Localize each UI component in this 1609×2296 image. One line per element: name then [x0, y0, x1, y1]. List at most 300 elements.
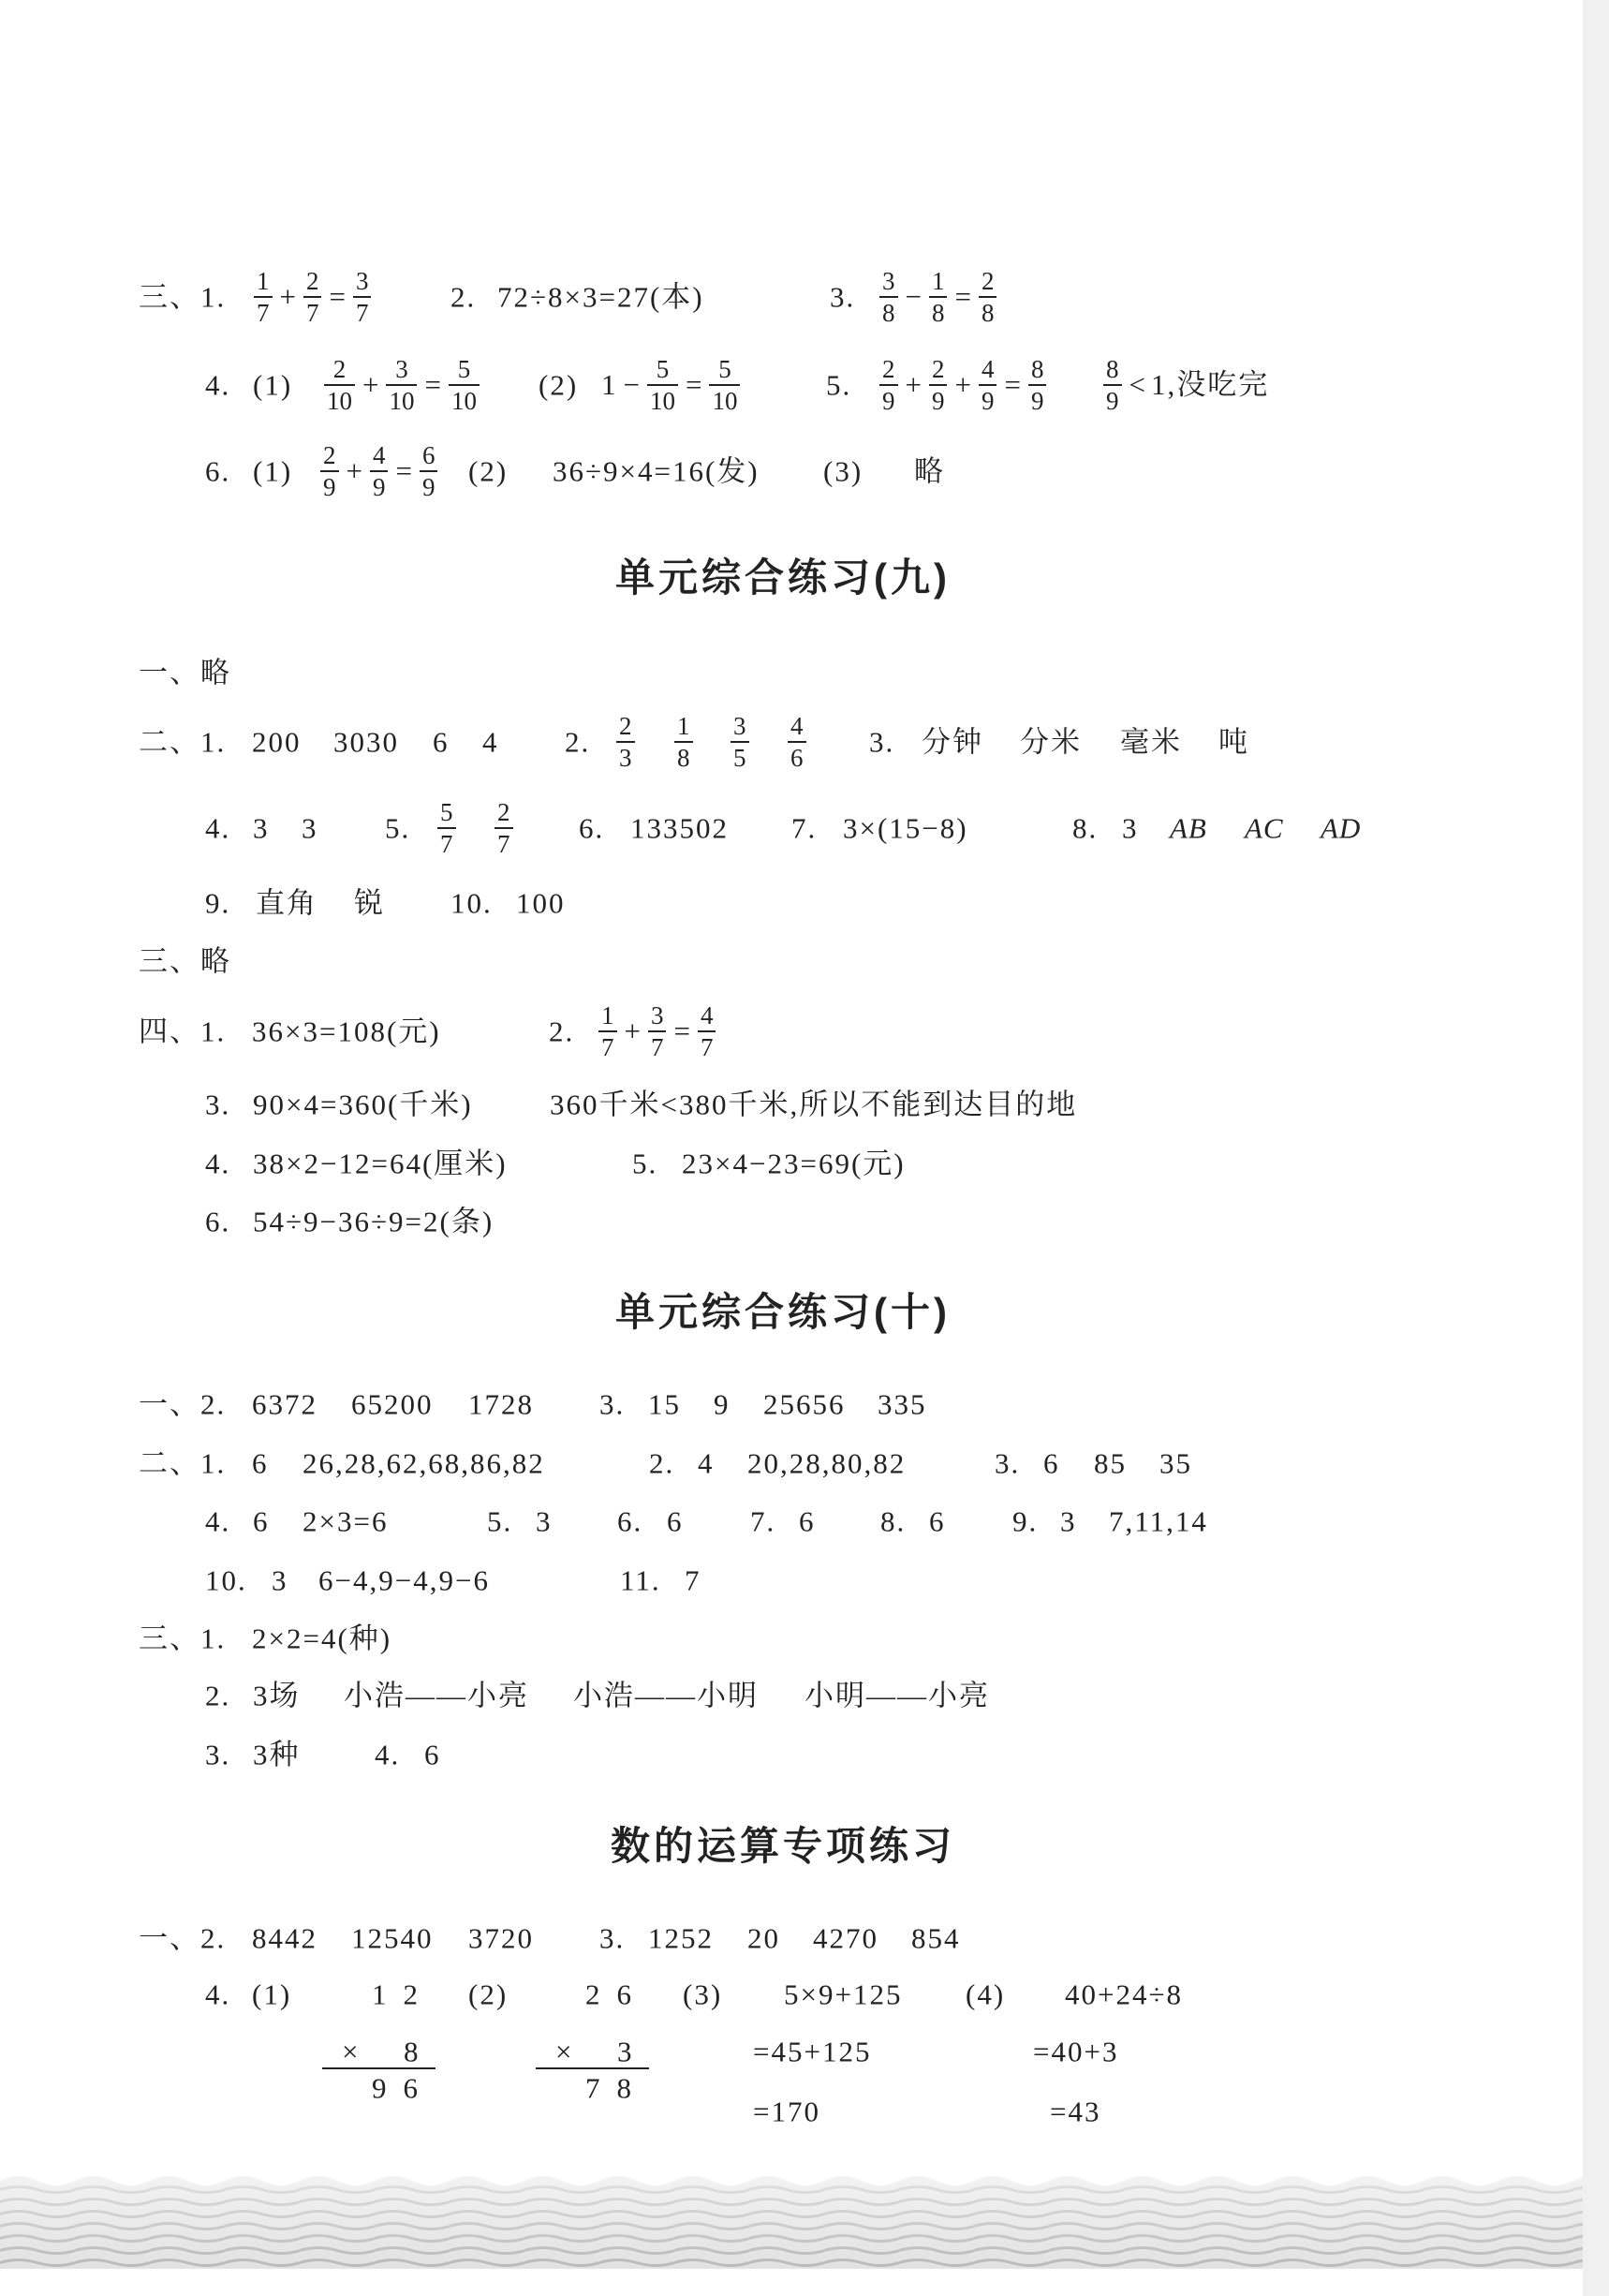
answer-item	[385, 810, 410, 845]
answer-item	[252, 1977, 291, 2011]
answer-item	[1094, 1445, 1127, 1480]
answer-item	[253, 453, 292, 488]
fraction-denominator: 3	[619, 744, 632, 772]
answer-item	[804, 1678, 990, 1712]
answer-item	[253, 1678, 301, 1712]
fraction-numerator: 5	[656, 355, 670, 383]
fraction	[647, 355, 678, 415]
fraction-numerator: 2	[497, 798, 510, 826]
fraction-numerator: 3	[355, 267, 369, 295]
fraction-denominator: 9	[1030, 387, 1044, 415]
fraction-numerator: 4	[981, 355, 995, 383]
answer-text: 锐	[354, 886, 385, 920]
answer-item	[753, 2094, 820, 2128]
section-title: 单元综合练习(九)	[615, 555, 951, 600]
fraction-denominator: 9	[981, 387, 995, 415]
answer-item	[351, 1386, 434, 1421]
answer-item	[516, 885, 566, 920]
answer-item	[649, 1445, 674, 1480]
answer-item	[252, 1621, 391, 1655]
answer-text: 吨	[1218, 725, 1249, 759]
answer-text: 3场	[253, 1679, 301, 1712]
fraction-bar	[254, 296, 273, 298]
fraction	[303, 267, 322, 327]
math-operator: +	[362, 368, 379, 402]
answer-text: 36÷9×4=16(发)	[553, 454, 760, 488]
answer-text: 6	[433, 725, 450, 759]
answer-item	[729, 712, 751, 772]
fraction	[788, 712, 806, 772]
fraction-numerator: 2	[305, 267, 319, 295]
answer-text: 9	[714, 1387, 731, 1421]
fraction-bar	[698, 1030, 716, 1032]
answer-item	[553, 453, 760, 488]
fraction	[648, 1001, 667, 1061]
answer-text: 36×3=108(元)	[252, 1015, 441, 1048]
fraction-denominator: 10	[450, 387, 477, 415]
fraction	[709, 355, 740, 415]
answer-item	[878, 267, 998, 327]
math-operator: −	[623, 368, 640, 402]
fraction-bar	[303, 296, 322, 298]
fraction-bar	[648, 1030, 667, 1032]
answer-text: 133502	[630, 811, 729, 845]
fraction-numerator: 4	[700, 1001, 714, 1029]
answer-text: 3	[253, 811, 270, 845]
answer-item	[303, 1504, 388, 1538]
answer-item	[630, 810, 729, 845]
fraction-denominator: 8	[981, 299, 995, 327]
answer-text: 6	[929, 1504, 946, 1538]
answer-text: (4)	[966, 1978, 1006, 2011]
answer-item	[468, 453, 508, 488]
calculation-rule	[536, 2067, 649, 2069]
fraction-bar	[731, 741, 749, 743]
answer-item	[318, 1563, 490, 1597]
math-operator: =	[1004, 368, 1021, 402]
answer-item	[599, 1920, 625, 1955]
answer-text: 4	[698, 1446, 715, 1480]
fraction-denominator: 9	[372, 473, 386, 501]
fraction-numerator: 3	[395, 355, 408, 383]
multiplicand: 12	[372, 1978, 435, 2011]
fraction-denominator: 9	[1106, 387, 1119, 415]
fraction-bar	[709, 384, 740, 386]
answer-text: 360千米<380千米,所以不能到达目的地	[550, 1088, 1078, 1121]
fraction	[929, 355, 948, 415]
fraction	[879, 355, 898, 415]
answer-item	[253, 1087, 473, 1121]
answer-item	[139, 279, 226, 314]
math-operator: =	[329, 280, 346, 314]
answer-item	[252, 1386, 317, 1421]
fraction	[979, 355, 997, 415]
answer-text: 90×4=360(千米)	[253, 1088, 473, 1121]
answer-item	[139, 943, 231, 978]
answer-text: AD	[1321, 811, 1362, 845]
fraction-denominator: 9	[931, 387, 945, 415]
fraction-denominator: 10	[712, 387, 738, 415]
answer-item	[205, 1563, 247, 1597]
answer-text: 6.	[617, 1504, 643, 1538]
fraction-bar	[929, 296, 948, 298]
fraction-denominator: 7	[305, 299, 319, 327]
answer-item	[1033, 2034, 1118, 2068]
fraction-bar	[386, 384, 417, 386]
answer-item	[573, 1678, 759, 1712]
answer-text: 3	[536, 1504, 553, 1538]
answer-item	[682, 1146, 906, 1180]
answer-item	[272, 1563, 288, 1597]
answer-text: 8.	[880, 1504, 907, 1538]
answer-text: 4.	[205, 1978, 231, 2011]
answer-item	[995, 1445, 1020, 1480]
fraction-numerator: 5	[440, 798, 453, 826]
answer-text: 4.	[205, 368, 231, 402]
multiply-sign: ×	[342, 2035, 359, 2068]
fraction	[386, 355, 417, 415]
answer-text: 10.	[450, 886, 493, 920]
answer-item	[252, 1014, 441, 1048]
answer-item	[830, 279, 855, 314]
answer-text: 1728	[468, 1387, 534, 1421]
fraction	[370, 441, 389, 501]
answer-item	[493, 798, 515, 858]
fraction-numerator: 2	[619, 712, 632, 740]
answer-item	[1043, 1445, 1060, 1480]
math-operator: =	[685, 368, 702, 402]
answer-text: 三、略	[139, 944, 231, 978]
fraction	[698, 1001, 716, 1061]
fraction-denominator: 8	[677, 744, 690, 772]
section-title: 单元综合练习(十)	[615, 1289, 951, 1334]
answer-item	[139, 1920, 226, 1955]
answer-item	[205, 1678, 230, 1712]
fraction-denominator: 7	[601, 1033, 614, 1061]
fraction-bar	[1028, 384, 1047, 386]
answer-item	[482, 724, 499, 759]
answer-text: 6.	[205, 1205, 231, 1238]
fraction-bar	[370, 470, 389, 472]
answer-item	[253, 1146, 508, 1180]
answer-item	[205, 453, 230, 488]
fraction-denominator: 10	[649, 387, 675, 415]
answer-text: 4.	[205, 1504, 231, 1538]
answer-text: 一、略	[139, 656, 231, 689]
fraction-denominator: 7	[700, 1033, 714, 1061]
fraction-bar	[979, 384, 997, 386]
fraction-bar	[437, 827, 456, 829]
answer-item	[302, 810, 318, 845]
answer-item	[253, 810, 270, 845]
answer-text: 23×4−23=69(元)	[682, 1147, 906, 1180]
answer-item	[487, 1504, 512, 1538]
fraction	[449, 355, 480, 415]
answer-text: (1)	[252, 1978, 292, 2011]
answer-item	[205, 810, 230, 845]
answer-item	[139, 1621, 226, 1655]
fraction	[254, 267, 273, 327]
answer-text: 200	[252, 725, 302, 759]
fraction-numerator: 1	[601, 1001, 614, 1029]
answer-text: 7,11,14	[1109, 1504, 1208, 1538]
answer-item	[497, 279, 704, 314]
answer-item	[922, 724, 983, 759]
answer-text: 2.	[649, 1446, 675, 1480]
fraction-bar	[879, 384, 898, 386]
answer-item	[1122, 810, 1139, 845]
fraction-bar	[929, 384, 948, 386]
answer-item	[648, 1920, 714, 1955]
answer-item	[424, 1737, 441, 1771]
answer-item	[632, 1146, 657, 1180]
answer-item	[252, 267, 373, 327]
answer-item	[205, 1087, 230, 1121]
answer-item	[435, 798, 458, 858]
answer-text: 5×9+125	[784, 1978, 903, 2011]
answer-text: 3.	[830, 280, 856, 314]
answer-text: 38×2−12=64(厘米)	[253, 1147, 508, 1180]
answer-text: 5.	[487, 1504, 513, 1538]
answer-text: 3种	[253, 1738, 301, 1771]
fraction-denominator: 10	[327, 387, 352, 415]
answer-text: 6.	[579, 811, 605, 845]
answer-item	[614, 712, 637, 772]
answer-item	[714, 1386, 731, 1421]
answer-item	[750, 1504, 775, 1538]
answer-item	[685, 1563, 701, 1597]
answer-item	[375, 1737, 400, 1771]
fraction-numerator: 2	[931, 355, 945, 383]
answer-text: 3.	[599, 1387, 626, 1421]
answer-text: (1)	[253, 454, 293, 488]
answer-item	[139, 1445, 226, 1480]
answer-text: 分米	[1020, 725, 1082, 759]
answer-text: 略	[914, 454, 945, 488]
answer-text: 3720	[468, 1921, 534, 1955]
fraction-bar	[647, 384, 678, 386]
answer-item	[878, 1386, 927, 1421]
answer-item	[753, 2034, 871, 2068]
fraction-denominator: 9	[323, 473, 336, 501]
answer-text: 6	[667, 1504, 684, 1538]
answer-item	[565, 724, 590, 759]
answer-text: 3.	[995, 1446, 1021, 1480]
answer-item	[1060, 1504, 1077, 1538]
answer-text: 一、2.	[139, 1387, 227, 1421]
answer-text: 1252	[648, 1921, 714, 1955]
fraction	[979, 267, 997, 327]
answer-item	[253, 367, 292, 402]
answer-item	[826, 367, 851, 402]
fraction	[616, 712, 635, 772]
answer-item	[205, 1737, 230, 1771]
fraction-numerator: 1	[257, 267, 270, 295]
fraction-numerator: 5	[718, 355, 731, 383]
answer-item	[433, 724, 450, 759]
answer-item	[791, 810, 817, 845]
answer-text: 毫米	[1120, 725, 1182, 759]
fraction-denominator: 7	[440, 830, 453, 858]
answer-item	[1159, 1445, 1192, 1480]
answer-item	[843, 810, 968, 845]
answer-text: 11.	[620, 1563, 661, 1597]
answer-text: 3.	[205, 1738, 231, 1771]
fraction-bar	[616, 741, 635, 743]
answer-item	[351, 1920, 434, 1955]
fraction-numerator: 3	[733, 712, 746, 740]
answer-text: 2×2=4(种)	[252, 1622, 392, 1655]
fraction	[420, 441, 438, 501]
answer-item	[747, 1445, 906, 1480]
answer-text: 4	[482, 725, 499, 759]
fraction	[929, 267, 948, 327]
fraction-denominator: 7	[257, 299, 270, 327]
answer-item	[1120, 724, 1182, 759]
answer-text: AC	[1245, 811, 1284, 845]
fraction-bar	[979, 296, 997, 298]
answer-text: (2)	[539, 368, 579, 402]
answer-text: =170	[753, 2095, 820, 2128]
answer-item	[599, 1386, 625, 1421]
math-operator: +	[905, 368, 922, 402]
math-operator: <	[1129, 368, 1145, 402]
product: 78	[585, 2071, 648, 2105]
fraction-numerator: 6	[421, 441, 435, 469]
answer-item	[205, 885, 230, 920]
answer-item	[579, 810, 604, 845]
answer-text: =45+125	[753, 2035, 872, 2068]
answer-item	[1218, 724, 1249, 759]
answer-text: 7	[685, 1563, 701, 1597]
section-title: 数的运算专项练习	[610, 1823, 956, 1868]
answer-item	[333, 724, 399, 759]
fraction-bar	[1103, 384, 1122, 386]
answer-item	[549, 1014, 574, 1048]
answer-text: 35	[1159, 1446, 1192, 1480]
fraction-numerator: 1	[677, 712, 690, 740]
answer-text: 3.	[869, 725, 895, 759]
answer-text: 6−4,9−4,9−6	[318, 1563, 490, 1597]
answer-item	[450, 885, 493, 920]
answer-text: 1,没吃完	[1150, 368, 1270, 402]
answer-item	[139, 724, 226, 759]
answer-item	[1109, 1504, 1208, 1538]
answer-text: 12540	[351, 1921, 434, 1955]
answer-item	[539, 367, 578, 402]
answer-text: 3030	[333, 725, 399, 759]
fraction-bar	[420, 470, 438, 472]
answer-text: 7.	[791, 811, 818, 845]
answer-text: 9.	[1012, 1504, 1039, 1538]
fraction-bar	[879, 296, 898, 298]
answer-item	[253, 1737, 301, 1771]
math-operator: =	[395, 454, 412, 488]
answer-item	[253, 1504, 270, 1538]
answer-text: 6	[1043, 1446, 1060, 1480]
product: 96	[372, 2071, 435, 2105]
math-operator: +	[279, 280, 296, 314]
fraction	[1103, 355, 1122, 415]
fraction-bar	[320, 470, 339, 472]
answer-item	[450, 279, 476, 314]
answer-item	[139, 1014, 226, 1048]
answer-text: 25656	[763, 1387, 846, 1421]
fraction-bar	[674, 741, 693, 743]
fraction-bar	[353, 296, 372, 298]
calculation-rule	[322, 2067, 435, 2069]
answer-text: 335	[878, 1387, 927, 1421]
fraction-numerator: 1	[931, 267, 945, 295]
answer-item	[139, 655, 231, 689]
answer-item	[536, 1504, 553, 1538]
fraction-denominator: 7	[497, 830, 510, 858]
answer-text: 二、1.	[139, 1446, 227, 1480]
answer-text: 54÷9−36÷9=2(条)	[253, 1205, 495, 1238]
fraction-bar	[495, 827, 513, 829]
answer-text: 8442	[252, 1921, 317, 1955]
answer-item	[880, 1504, 906, 1538]
answer-item	[252, 724, 302, 759]
answer-text: 一、2.	[139, 1921, 227, 1955]
answer-text: 小浩——小亮	[344, 1679, 529, 1712]
answer-text: 8.	[1072, 811, 1099, 845]
answer-text: 2.	[549, 1015, 575, 1048]
answer-item	[354, 885, 385, 920]
fraction-denominator: 8	[931, 299, 945, 327]
answer-item	[620, 1563, 661, 1597]
answer-text: (2)	[468, 454, 509, 488]
answer-text: 3	[272, 1563, 288, 1597]
answer-text: 854	[911, 1921, 961, 1955]
answer-item	[1245, 810, 1284, 845]
answer-item	[256, 885, 317, 920]
answer-item	[303, 1445, 545, 1480]
answer-item	[252, 1445, 269, 1480]
fraction-denominator: 9	[421, 473, 435, 501]
answer-text: 9.	[205, 886, 231, 920]
answer-text: 72÷8×3=27(本)	[497, 280, 704, 314]
answer-item	[1170, 810, 1207, 845]
answer-item	[799, 1504, 816, 1538]
fraction	[1028, 355, 1047, 415]
fraction	[324, 355, 355, 415]
multiplier: 3	[617, 2035, 649, 2068]
fraction-numerator: 2	[882, 355, 895, 383]
answer-text: 6.	[205, 454, 231, 488]
answer-text: 5.	[632, 1147, 658, 1180]
fraction-denominator: 5	[733, 744, 746, 772]
answer-text: 40+24÷8	[1065, 1978, 1183, 2011]
fraction-numerator: 4	[790, 712, 804, 740]
math-operator: =	[673, 1015, 690, 1048]
fraction-numerator: 2	[981, 267, 995, 295]
fraction-denominator: 7	[650, 1033, 664, 1061]
answer-item	[322, 355, 481, 415]
answer-text: 6	[799, 1504, 816, 1538]
answer-item	[1050, 2094, 1100, 2128]
footer-wave-decoration	[0, 2171, 1583, 2269]
answer-item	[344, 1678, 529, 1712]
answer-text: 3.	[599, 1921, 626, 1955]
answer-text: 4.	[205, 1147, 231, 1180]
answer-text: 2.	[450, 280, 477, 314]
fraction	[598, 1001, 617, 1061]
fraction-denominator: 9	[882, 387, 895, 415]
answer-text: 小明——小亮	[804, 1679, 990, 1712]
answer-item	[468, 1386, 534, 1421]
answer-text: 6	[252, 1446, 269, 1480]
